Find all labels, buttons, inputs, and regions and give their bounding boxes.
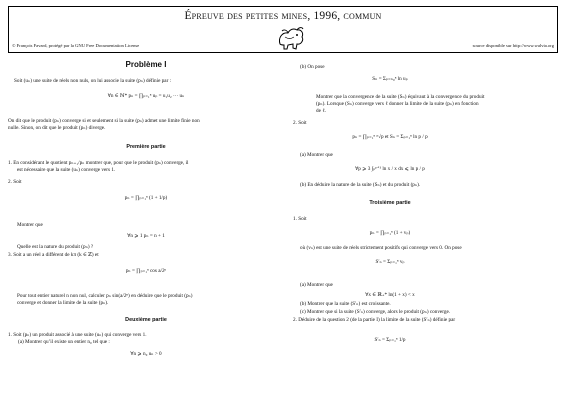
question-2: 2. Soit xyxy=(8,179,22,185)
intro-text: Soit (uₙ) une suite de réels non nuls, on lui associe la suite (pₙ) définie par : xyxy=(14,78,172,84)
header-box xyxy=(8,6,558,53)
question-1-line-1: 1. En considérant le quotient pₙ₊₁/pₙ montrer que, pour que le produit (pₙ) converge, il xyxy=(8,160,189,166)
question-2-formula: pₙ = ∏ₚ₌₁ⁿ (1 + 1/p) xyxy=(124,195,168,201)
part-2-question-1a: (a) Montrer qu’il existe un entier n₀ tel que : xyxy=(18,339,110,345)
part-3-question-2: 2. Déduire de la question 2 (de la partie I) la limite de la suite (S′ₙ) définie par xyxy=(293,317,456,323)
right-question-2-formula: pₙ = ∏ₚ₌₁ⁿ ᵖ√p et Sₙ = Σₚ₌₁ⁿ ln p / p xyxy=(352,134,428,140)
question-2-result: ∀n ⩾ 1 pₙ = n + 1 xyxy=(127,233,165,239)
part-3-item-1a-formula: ∀x ∈ ℝ₊* ln(1 + x) < x xyxy=(365,292,415,298)
document-title: Épreuve des petites mines, 1996, commun xyxy=(184,10,382,22)
question-2-show: Montrer que xyxy=(17,222,43,228)
part-3-title: Troisième partie xyxy=(369,200,411,206)
part-3-question-1-sum: S′ₙ = Σₚ₌₁ⁿ vₚ xyxy=(375,259,405,265)
right-item-2a: (a) Montrer que xyxy=(300,152,333,158)
right-question-2: 2. Soit xyxy=(293,120,307,126)
part-1-title: Première partie xyxy=(126,144,166,150)
part-3-item-1a: (a) Montrer que xyxy=(300,282,333,288)
part-3-question-1-formula: pₙ = ∏ₚ₌₁ⁿ (1 + vₚ) xyxy=(369,230,411,236)
question-3-formula: pₙ = ∏ₚ₌₁ⁿ cos a/2ᵖ xyxy=(125,268,167,274)
intro-formula: ∀n ∈ ℕ* pₙ = ∏ₚ₌₁ⁿ uₚ = u₁u₂ ··· uₙ xyxy=(107,93,185,99)
right-item-2a-formula: ∀p ⩾ 3 ∫ₚᵖ⁺¹ ln x / x dx ⩽ ln p / p xyxy=(355,166,425,172)
question-3-line-2: converge et donner la limite de la suite (pₙ). xyxy=(17,300,109,306)
definition-line-1: On dit que le produit (pₙ) converge si et seulement si la suite (pₙ) admet une limite finie non xyxy=(8,118,200,124)
question-1-line-2: est nécessaire que la suite (uₙ) converge vers 1. xyxy=(17,167,116,173)
gnu-logo-icon xyxy=(276,24,306,51)
question-2-nature: Quelle est la nature du produit (pₙ) ? xyxy=(17,244,94,250)
part-2-question-1a-formula: ∀n ⩾ n₀ uₙ > 0 xyxy=(130,351,162,357)
right-item-1b-formula: Sₙ = Σₚ₌ₙ₀ⁿ ln uₚ xyxy=(372,76,408,82)
part-3-question-1: 1. Soit xyxy=(293,216,307,222)
part-3-question-1-text: où (vₙ) est une suite de réels strictement positifs qui converge vers 0. On pose xyxy=(300,245,462,251)
license-notice: © François Favard, protégé par la GNU Free Documentation License xyxy=(12,43,140,48)
source-notice: source disponible sur http://www.walvia.org xyxy=(472,43,554,48)
right-text-1: Montrer que la convergence de la suite (Sₙ) équivaut à la convergence du produit xyxy=(316,94,485,100)
part-3-item-1b: (b) Montrer que la suite (S′ₙ) est croissante. xyxy=(300,301,391,307)
right-item-1b: (b) On pose xyxy=(300,64,325,70)
right-text-3: de ℓ. xyxy=(316,108,326,114)
question-3-line-1: Pour tout entier naturel n non nul, calculer pₙ sin(a/2ⁿ) en déduire que le produit (pₙ) xyxy=(17,293,193,299)
definition-line-2: nulle. Sinon, on dit que le produit (pₙ) diverge. xyxy=(8,125,106,131)
right-item-2b: (b) En déduire la nature de la suite (Sₙ) et du produit (pₙ). xyxy=(300,182,421,188)
part-3-question-2-formula: S′ₙ = Σₚ₌₁ⁿ 1/p xyxy=(374,337,406,343)
part-2-question-1: 1. Soit (pₙ) un produit associé à une suite (uₙ) qui converge vers 1. xyxy=(8,332,147,338)
right-text-2: (pₙ). Lorsque (Sₙ) converge vers ℓ donner la limite de la suite (pₙ) en fonction xyxy=(316,101,479,107)
problem-title: Problème I xyxy=(125,60,167,69)
question-3: 3. Soit a un réel a différent de kπ (k ∈ ℤ) et xyxy=(8,252,99,258)
part-2-title: Deuxième partie xyxy=(125,317,167,323)
part-3-item-1c: (c) Montrer que si la suite (S′ₙ) converge, alors le produit (pₙ) converge. xyxy=(300,309,451,315)
